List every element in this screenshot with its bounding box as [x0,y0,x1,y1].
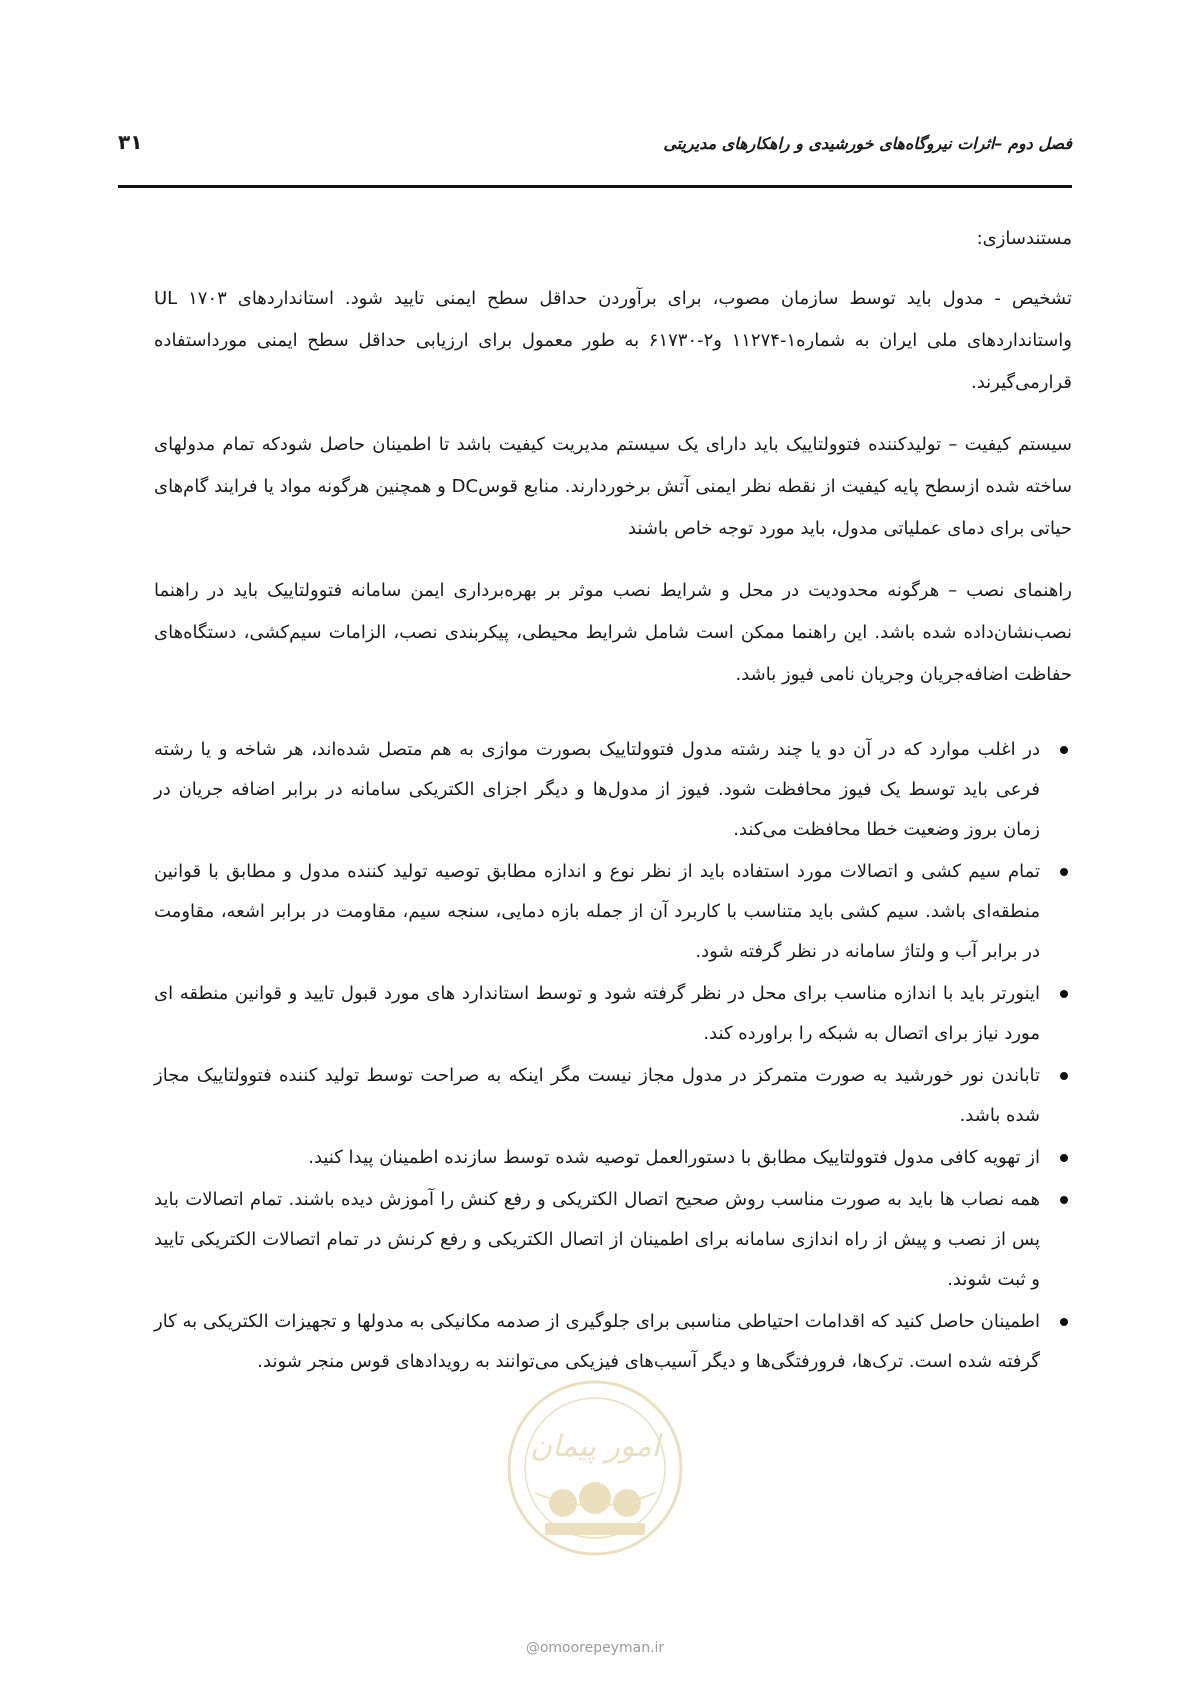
list-item [154,852,1072,972]
list-item-text: اینورتر باید با اندازه مناسب برای محل در نظر گرفته شود و توسط استاندارد های مورد قبول تایید و قوانین منطقه ای مورد نیاز برای اتصال به شبکه را براورده کند. [154,983,1040,1044]
bullet-icon [1060,990,1068,998]
section-heading: مستندسازی: [976,228,1072,249]
list-item [154,730,1072,850]
paragraph-certification: تشخیص - مدول باید توسط سازمان مصوب، برای برآوردن حداقل سطح ایمنی تایید شود. استانداردهای UL ۱۷۰۳ واستانداردهای ملی ایران به شماره۱-۱۱۲۷۴ و۲-۶۱۷۳۰ به طور معمول برای ارزیابی حداقل سطح ایمنی مورداستفاده قرارمی‌گیرند. [154,288,1072,393]
bullet-list [154,730,1072,1382]
page-body [154,218,1072,1384]
bullet-icon [1060,1154,1068,1162]
list-item [154,1302,1072,1382]
bullet-icon [1060,1072,1068,1080]
list-item-text: تمام سیم کشی و اتصالات مورد استفاده باید از نظر نوع و اندازه مطابق توصیه تولید کننده مدول و مطابق با قوانین منطقه‌ای باشد. سیم کشی باید متناسب با کاربرد آن از جمله بازه دمایی، سنجه سیم، مقاومت در برابر اشعه، مقاومت در برابر آب و ولتاژ سامانه در نظر گرفته شود. [154,861,1040,962]
watermark-logo-text: امور پیمان [530,1429,660,1464]
page-header [118,128,1072,168]
list-item-text: از تهویه کافی مدول فتوولتاییک مطابق با دستورالعمل توصیه شده توسط سازنده اطمینان پیدا کنید. [308,1147,1040,1168]
bullet-icon [1060,746,1068,754]
list-item [154,1056,1072,1136]
paragraph-installation-guide: راهنمای نصب – هرگونه محدودیت در محل و شرایط نصب موثر بر بهره‌برداری ایمن سامانه فتوولتاییک باید در راهنما نصب‌نشان‌داده شده باشد. این راهنما ممکن است شامل شرایط محیطی، پیکربندی نصب، الزامات سیم‌کشی، دستگاه‌های حفاظت اضافه‌جریان وجریان نامی فیوز باشد. [154,580,1072,685]
header-divider [118,185,1072,188]
list-item [154,974,1072,1054]
list-item [154,1138,1072,1178]
watermark-logo-icon [505,1378,685,1558]
paragraph-quality-system: سیستم کیفیت – تولیدکننده فتوولتاییک باید دارای یک سیستم مدیریت کیفیت باشد تا اطمینان حاصل شودکه تمام مدولهای ساخته شده ازسطح پایه کیفیت از نقطه نظر ایمنی آتش برخوردارند. منابع قوسDC و همچنین هرگونه مواد یا فرایند گام‌های حیاتی برای دمای عملیاتی مدول، باید مورد توجه خاص باشند [154,434,1073,539]
bullet-icon [1060,868,1068,876]
list-item-text: همه نصاب ها باید به صورت مناسب روش صحیح اتصال الکتریکی و رفع کنش را آموزش دیده باشند. تمام اتصالات باید پس از نصب و پیش از راه اندازی سامانه برای اطمینان از اتصال الکتریکی و رفع کرنش در تمام اتصالات الکتریکی تایید و ثبت شوند. [154,1189,1040,1290]
list-item-text: تاباندن نور خورشید به صورت متمرکز در مدول مجاز نیست مگر اینکه به صراحت توسط تولید کننده فتوولتاییک مجاز شده باشد. [154,1065,1040,1126]
page-number: ۳۱ [118,130,143,154]
bullet-icon [1060,1318,1068,1326]
bullet-icon [1060,1196,1068,1204]
list-item-text: اطمینان حاصل کنید که اقدامات احتیاطی مناسبی برای جلوگیری از صدمه مکانیکی به مدولها و تجهیزات الکتریکی به کار گرفته شده است. ترک‌ها، فرورفتگی‌ها و دیگر آسیب‌های فیزیکی می‌توانند به رویدادهای قوس منجر شوند. [154,1311,1040,1372]
list-item-text: در اغلب موارد که در آن دو یا چند رشته مدول فتوولتاییک بصورت موازی به هم متصل شده‌اند، هر شاخه و یا رشته فرعی باید توسط یک فیوز محافظت شود. فیوز از مدول‌ها و دیگر اجزای الکتریکی سامانه در برابر اضافه جریان در زمان بروز وضعیت خطا محافظت می‌کند. [154,739,1040,840]
chapter-title: فصل دوم –اثرات نیروگاه‌های خورشیدی و راهکارهای مدیریتی [663,134,1072,153]
list-item [154,1180,1072,1300]
watermark-url: @omoorepeyman.ir [525,1640,665,1656]
